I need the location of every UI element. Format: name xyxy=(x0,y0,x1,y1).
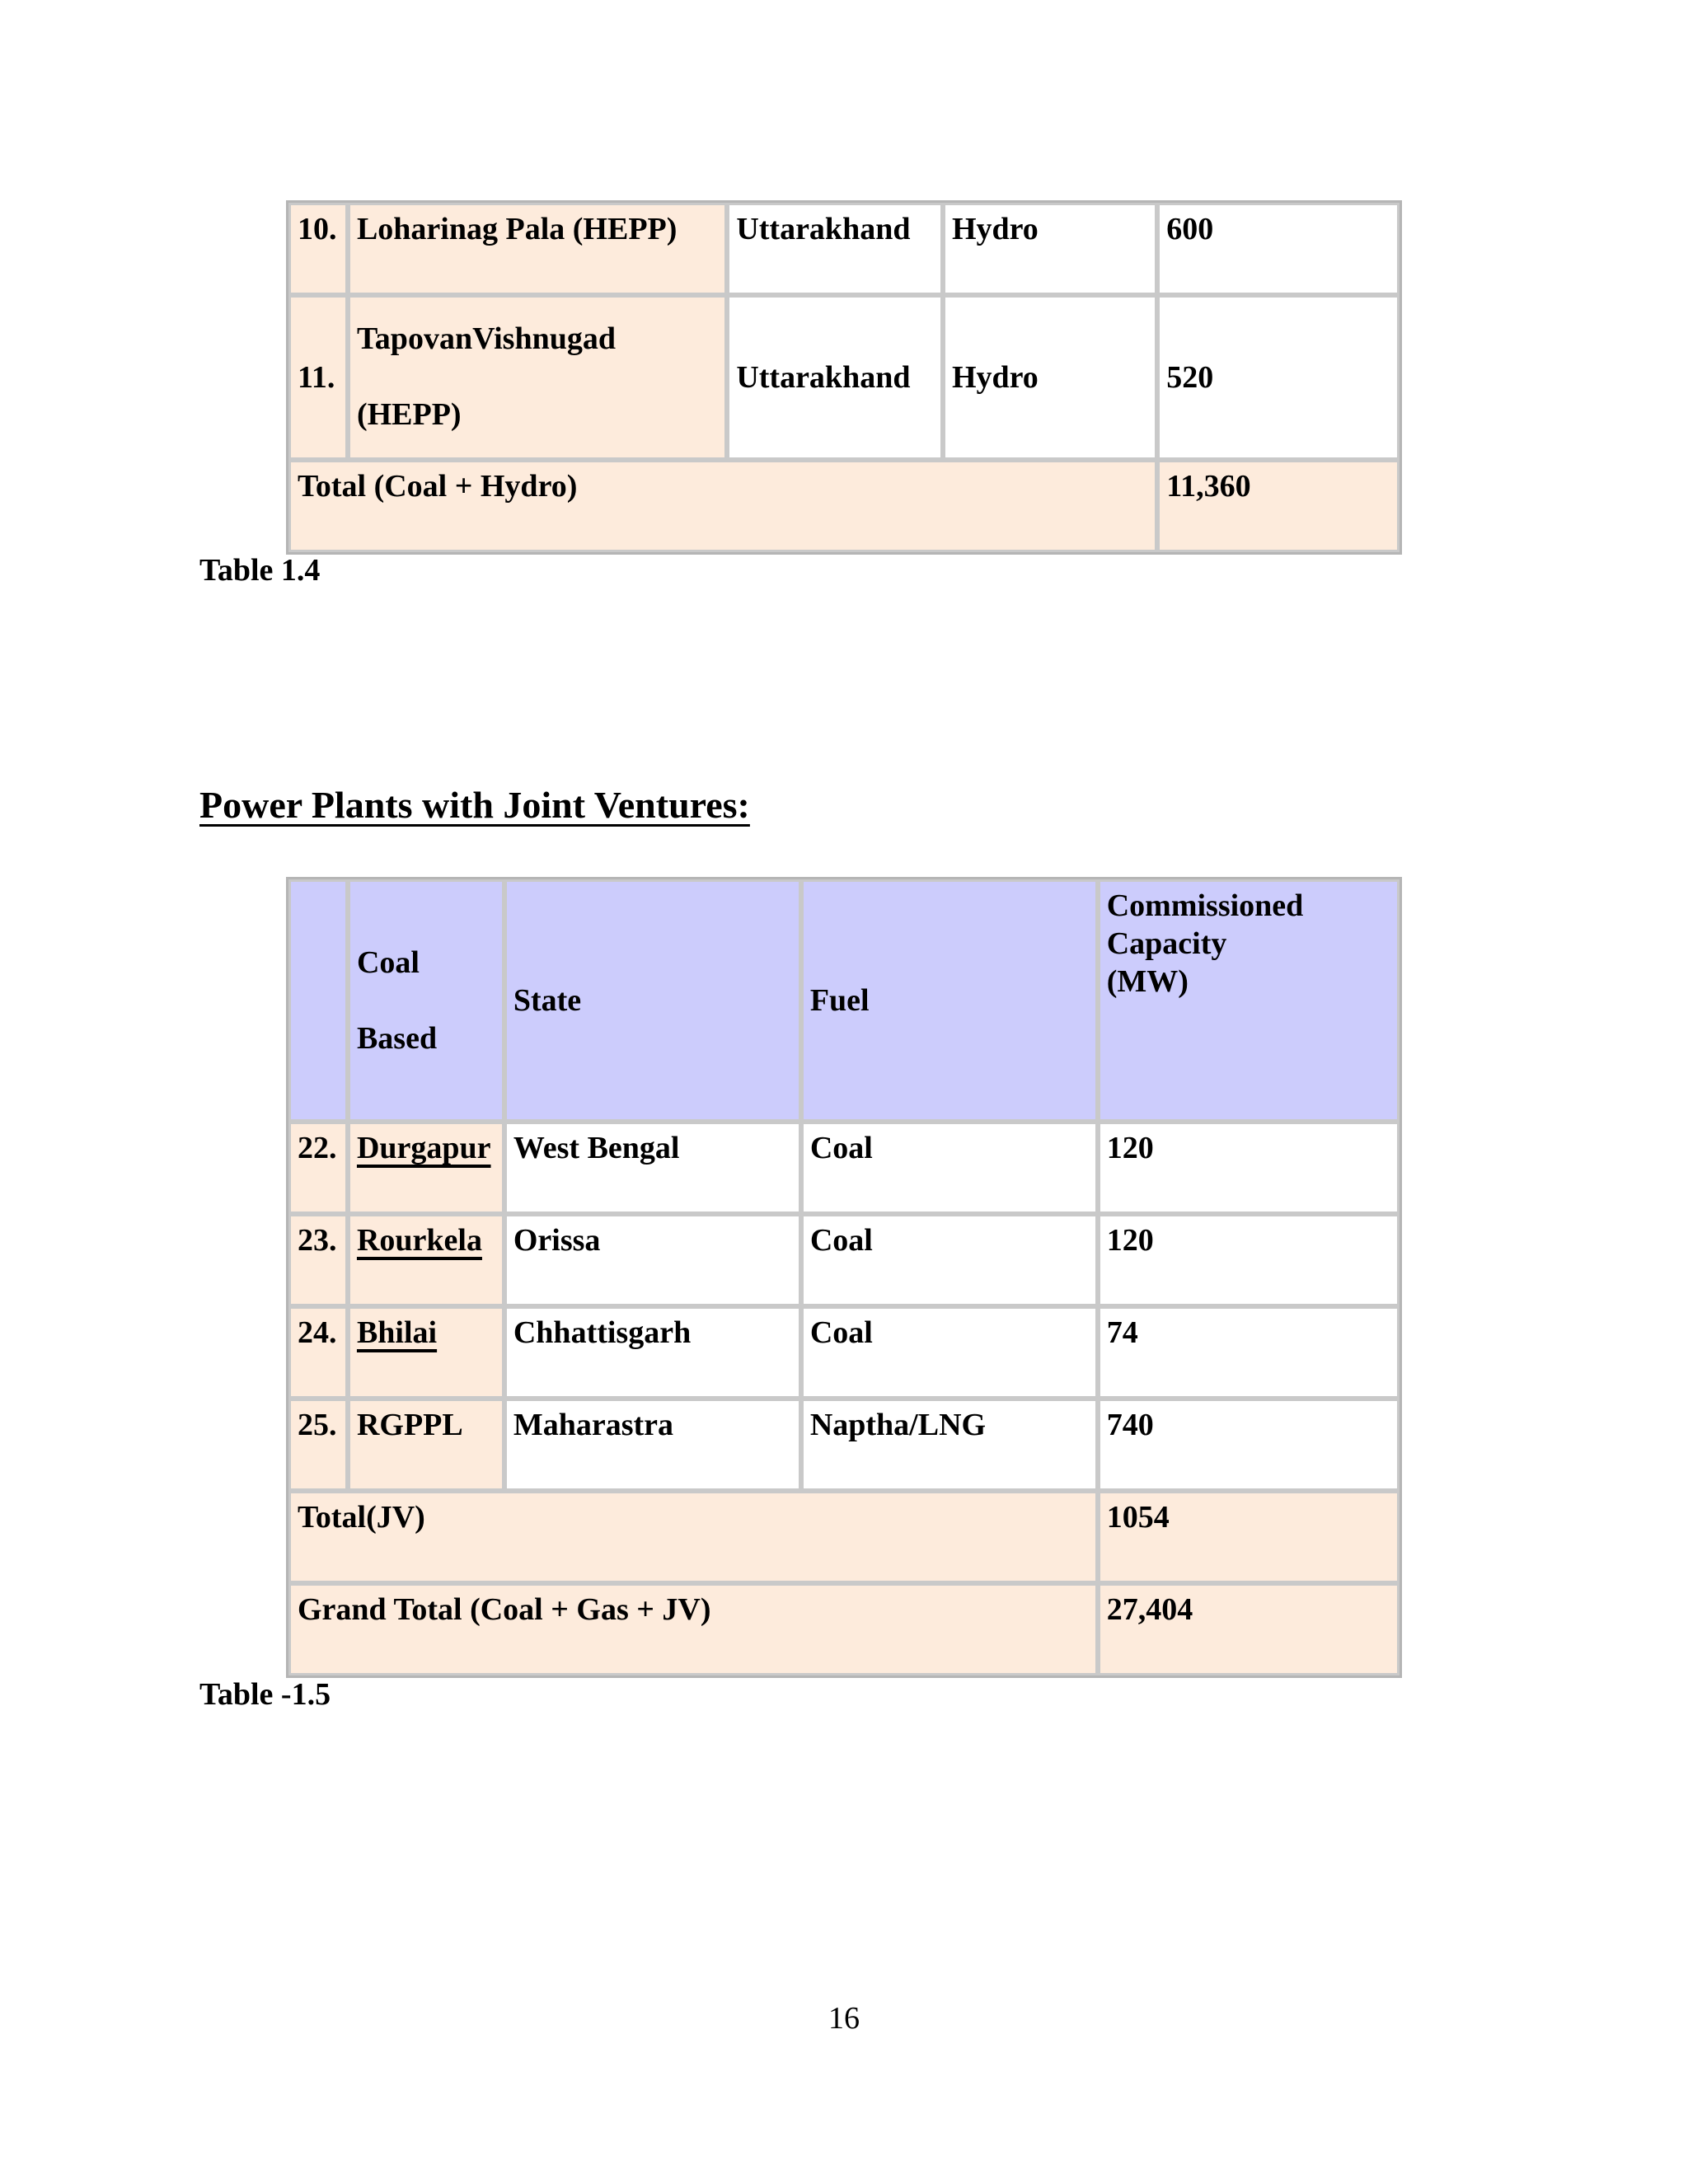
plant-name-line: TapovanVishnugad xyxy=(356,321,616,356)
row-number: 23. xyxy=(288,1214,348,1306)
row-number: 22. xyxy=(288,1122,348,1214)
state-cell: Uttarakhand xyxy=(727,295,943,460)
plant-name-cell xyxy=(348,1214,504,1306)
header-line: Based xyxy=(356,1021,438,1056)
total-label: Total (Coal + Hydro) xyxy=(288,460,1157,552)
section-heading: Power Plants with Joint Ventures: xyxy=(199,784,750,826)
grand-total-value: 27,404 xyxy=(1098,1583,1400,1675)
header-line: Commissioned xyxy=(1106,888,1304,923)
capacity-cell: 74 xyxy=(1098,1306,1400,1399)
total-value: 1054 xyxy=(1098,1491,1400,1583)
fuel-cell: Coal xyxy=(801,1306,1098,1399)
header-capacity xyxy=(1098,879,1400,1122)
table-caption: Table 1.4 xyxy=(199,553,321,588)
capacity-cell: 120 xyxy=(1098,1122,1400,1214)
header-line: Coal xyxy=(356,945,420,980)
page-number: 16 xyxy=(828,2001,860,2036)
row-number: 11. xyxy=(288,295,348,460)
plant-name: Loharinag Pala (HEPP) xyxy=(348,203,727,295)
capacity-cell: 120 xyxy=(1098,1214,1400,1306)
plant-name-cell xyxy=(348,1306,504,1399)
fuel-cell: Naptha/LNG xyxy=(801,1399,1098,1491)
header-number xyxy=(288,879,348,1122)
table-row xyxy=(288,1122,1400,1214)
plant-name: RGPPL xyxy=(348,1399,504,1491)
header-line: (MW) xyxy=(1106,964,1189,999)
capacity-cell: 600 xyxy=(1157,203,1400,295)
fuel-cell: Hydro xyxy=(943,203,1157,295)
fuel-cell: Hydro xyxy=(943,295,1157,460)
state-cell: Uttarakhand xyxy=(727,203,943,295)
state-cell: Maharastra xyxy=(504,1399,801,1491)
table-row xyxy=(288,295,1400,460)
plant-name xyxy=(348,295,727,460)
table-row xyxy=(288,1214,1400,1306)
row-number: 25. xyxy=(288,1399,348,1491)
header-name xyxy=(348,879,504,1122)
table-row xyxy=(288,1399,1400,1491)
capacity-cell: 740 xyxy=(1098,1399,1400,1491)
total-row xyxy=(288,1491,1400,1583)
fuel-cell: Coal xyxy=(801,1122,1098,1214)
total-label: Total(JV) xyxy=(288,1491,1098,1583)
table-row xyxy=(288,203,1400,295)
plant-link[interactable]: Bhilai xyxy=(356,1315,438,1350)
total-row xyxy=(288,460,1400,552)
row-number: 24. xyxy=(288,1306,348,1399)
table-row xyxy=(288,1306,1400,1399)
row-number: 10. xyxy=(288,203,348,295)
grand-total-row xyxy=(288,1583,1400,1675)
grand-total-label: Grand Total (Coal + Gas + JV) xyxy=(288,1583,1098,1675)
plant-link[interactable]: Rourkela xyxy=(356,1223,482,1258)
plant-link[interactable]: Durgapur xyxy=(356,1131,491,1165)
table-header-row xyxy=(288,879,1400,1122)
total-value: 11,360 xyxy=(1157,460,1400,552)
plant-name-cell xyxy=(348,1122,504,1214)
capacity-cell: 520 xyxy=(1157,295,1400,460)
fuel-cell: Coal xyxy=(801,1214,1098,1306)
table-caption: Table -1.5 xyxy=(199,1677,331,1712)
state-cell: West Bengal xyxy=(504,1122,801,1214)
table-1-5 xyxy=(286,877,1402,1678)
plant-name-line: (HEPP) xyxy=(356,397,462,432)
state-cell: Chhattisgarh xyxy=(504,1306,801,1399)
header-state: State xyxy=(504,879,801,1122)
header-line: Capacity xyxy=(1106,926,1227,961)
state-cell: Orissa xyxy=(504,1214,801,1306)
header-fuel: Fuel xyxy=(801,879,1098,1122)
table-1-4 xyxy=(286,200,1402,555)
